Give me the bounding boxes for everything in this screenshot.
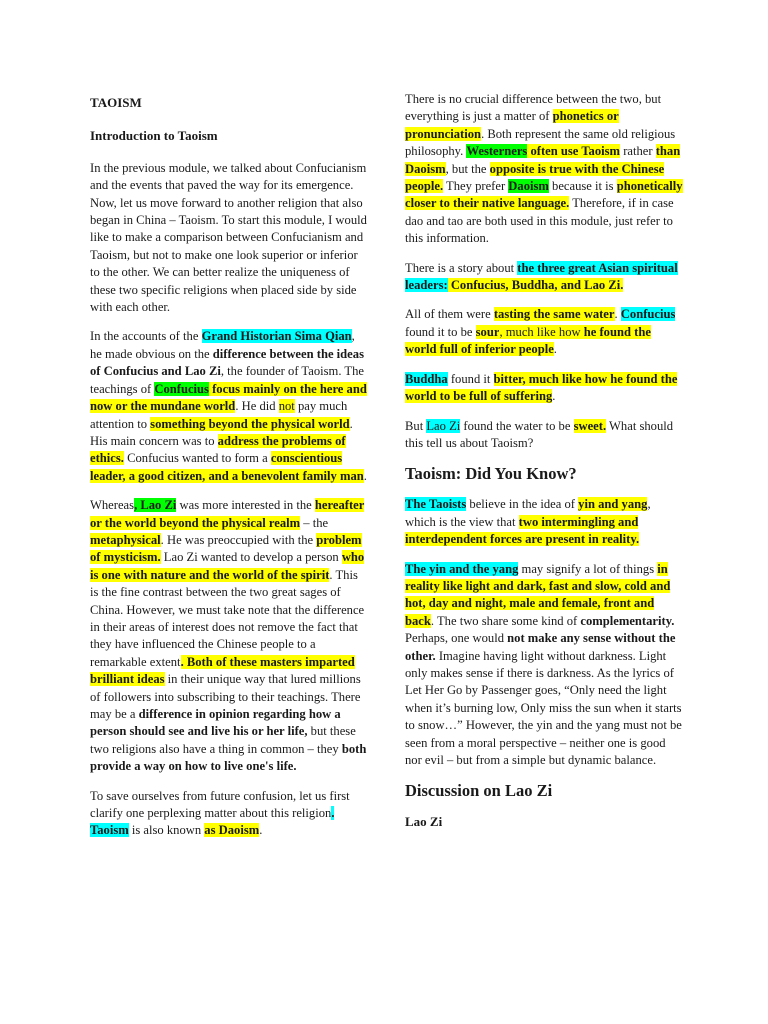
highlighted-text: Confucius xyxy=(154,381,209,396)
bold-text: difference in opinion regarding how a person should see and live his or her life, xyxy=(90,707,341,739)
paragraph xyxy=(405,561,683,770)
text-run: found it to be xyxy=(405,324,476,339)
text-run: , which is the view that xyxy=(405,497,651,529)
section-did-you-know-title: Taoism: Did You Know? xyxy=(405,464,577,484)
bold-text: complementarity. xyxy=(580,613,675,628)
text-run: There is no crucial difference between the two, but everything is just a matter of xyxy=(405,92,662,124)
text-run: Whereas xyxy=(90,498,135,513)
bold-text: both provide a way on how to live one's life. xyxy=(90,741,367,774)
text-run: , but the xyxy=(445,161,490,176)
text-run: , the founder of Taoism. The teachings of xyxy=(90,364,364,396)
text-run: Imagine having light without darkness. Light only makes sense if there is darkness. As the lyrics of Let Her Go by Passenger goes, “Only need the light when it’s burning low, Only miss the sun when it starts to snow…” However, the yin and the yang must not be seen from a moral perspective – neither one is good nor evil – but from a simple but dynamic balance. xyxy=(405,648,682,767)
highlighted-text: often use Taoism xyxy=(527,144,621,159)
highlighted-text: as Daoism xyxy=(204,823,260,838)
paragraph xyxy=(405,496,683,548)
text-run: Therefore, if in case dao and tao are both used in this module, just refer to this information. xyxy=(405,196,674,246)
text-run: may signify a lot of things xyxy=(518,561,658,576)
highlighted-text: address the problems of ethics. xyxy=(90,433,346,466)
highlighted-text: who is one with nature and the world of the spirit xyxy=(90,550,365,582)
paragraph xyxy=(405,418,683,453)
paragraph xyxy=(90,497,368,776)
text-run: – the xyxy=(300,515,329,530)
text-run: In the previous module, we talked about Confucianism and the events that paved the way for its emergence. Now, let us move forward to another religion that also began in China – Taoism. To start this module, I would like to make a comparison between Confucianism and Taoism, but not to make one look superior or inferior to the other. We can better realize the uniqueness of these two specific religions when placed side by side with each other. xyxy=(90,160,367,315)
text-run: . The two share some kind of xyxy=(430,613,581,628)
highlighted-text: two intermingling and interdependent forces are present in reality. xyxy=(405,514,640,547)
highlighted-text: Confucius, Buddha, and Lao Zi. xyxy=(447,278,624,293)
text-run: To save ourselves from future confusion, let us first clarify one perplexing matter about this religion xyxy=(90,788,350,821)
text-run: Lao Zi wanted to develop a person xyxy=(160,550,342,565)
highlighted-text: Westerners xyxy=(466,144,528,159)
text-run: . He was preoccupied with the xyxy=(160,532,317,547)
highlighted-text: conscientious leader, a good citizen, and a benevolent family man xyxy=(90,451,364,483)
text-run: . xyxy=(553,342,557,357)
text-run: They prefer xyxy=(443,179,509,194)
left-column xyxy=(90,88,368,852)
highlighted-text: Grand Historian Sima Qian xyxy=(201,329,352,344)
highlighted-text: in reality like light and dark, fast and slow, cold and hot, day and night, male and female, front and back xyxy=(405,561,671,628)
section-lao-zi-title: Discussion on Lao Zi xyxy=(405,781,553,801)
paragraph xyxy=(90,160,368,317)
text-run: pay much attention to xyxy=(90,399,348,431)
text-run: . This is the fine contrast between the two great sages of China. However, we must take note that the difference in their areas of interest does not remove the fact that they have influenced the Chinese people to a remarkable extent xyxy=(90,567,365,669)
text-run: but these two religions also have a thing in common – they xyxy=(90,724,356,756)
highlighted-text: hereafter or the world beyond the physical realm xyxy=(90,498,365,530)
right-column xyxy=(405,91,683,831)
highlighted-text: Buddha xyxy=(405,371,448,386)
highlighted-text: metaphysical xyxy=(90,532,161,547)
paragraph xyxy=(90,788,368,840)
text-run: in their unique way that lured millions of followers into subscribing to their teachings. There may be a xyxy=(90,672,361,721)
text-run: . xyxy=(552,389,556,404)
text-run: . xyxy=(363,468,367,483)
bold-text: difference between the ideas of Confucius and Lao Zi xyxy=(90,346,364,379)
highlighted-text: . Both of these masters imparted brilliant ideas xyxy=(90,654,355,687)
highlighted-text: Daoism xyxy=(508,179,549,194)
paragraph xyxy=(90,328,368,485)
highlighted-text: tasting the same water xyxy=(493,307,615,322)
text-run: . xyxy=(614,307,621,322)
text-run: . He did xyxy=(235,399,279,414)
text-run: because it is xyxy=(548,179,617,194)
text-run: found it xyxy=(447,371,494,386)
highlighted-text: phonetically closer to their native language. xyxy=(405,179,683,211)
bold-text: not make any sense without the other. xyxy=(405,631,676,663)
text-run: In the accounts of the xyxy=(90,329,202,344)
paragraph xyxy=(405,91,683,248)
highlighted-text: problem of mysticism. xyxy=(90,532,362,565)
lao-zi-subheading: Lao Zi xyxy=(405,814,443,830)
paragraph xyxy=(405,371,683,406)
text-run: What should this tell us about Taoism? xyxy=(405,418,674,450)
left-body xyxy=(90,160,368,840)
highlighted-text: , Lao Zi xyxy=(134,498,177,513)
highlighted-text: yin and yang xyxy=(578,497,648,512)
text-run: . Both represent the same old religious philosophy. xyxy=(405,126,676,159)
highlighted-text: he found the world full of inferior people xyxy=(405,324,651,357)
highlighted-text: bitter, much like how he found the world to be full of suffering xyxy=(405,371,678,404)
text-run: , he made obvious on the xyxy=(90,329,355,361)
highlighted-text: The Taoists xyxy=(405,497,467,512)
highlighted-text: sour xyxy=(475,324,500,339)
text-run: was more interested in the xyxy=(176,498,315,513)
text-run: All of them were xyxy=(405,307,494,322)
highlighted-text: than Daoism xyxy=(405,144,681,176)
text-run: found the water to be xyxy=(460,418,574,433)
highlighted-text: Confucius xyxy=(620,307,676,322)
highlighted-text: opposite is true with the Chinese people. xyxy=(405,161,665,194)
document-title: TAOISM xyxy=(90,95,142,110)
highlighted-text: not xyxy=(278,399,295,414)
text-run: Perhaps, one would xyxy=(405,631,508,646)
text-run: But xyxy=(405,418,427,433)
highlighted-text: . Taoism xyxy=(90,806,335,838)
highlighted-text: The yin and the yang xyxy=(405,561,519,576)
paragraph xyxy=(405,306,683,358)
highlighted-text: sweet. xyxy=(573,418,607,433)
text-run: . xyxy=(259,823,263,838)
highlighted-text: Lao Zi xyxy=(426,418,461,433)
right-body-b xyxy=(405,496,683,769)
text-run: Confucius wanted to form a xyxy=(123,451,271,466)
highlighted-text: , much like how xyxy=(499,324,584,339)
intro-heading: Introduction to Taoism xyxy=(90,128,218,144)
right-body-a xyxy=(405,91,683,452)
highlighted-text: the three great Asian spiritual leaders: xyxy=(405,260,678,293)
paragraph xyxy=(405,260,683,295)
text-run: There is a story about xyxy=(405,260,518,275)
text-run: is also known xyxy=(128,823,205,838)
text-run: rather xyxy=(620,144,656,159)
text-run: . His main concern was to xyxy=(90,416,353,448)
highlighted-text: focus mainly on the here and now or the mundane world xyxy=(90,381,367,414)
text-run: believe in the idea of xyxy=(466,497,579,512)
highlighted-text: phonetics or pronunciation xyxy=(405,109,619,141)
highlighted-text: something beyond the physical world xyxy=(150,416,350,431)
